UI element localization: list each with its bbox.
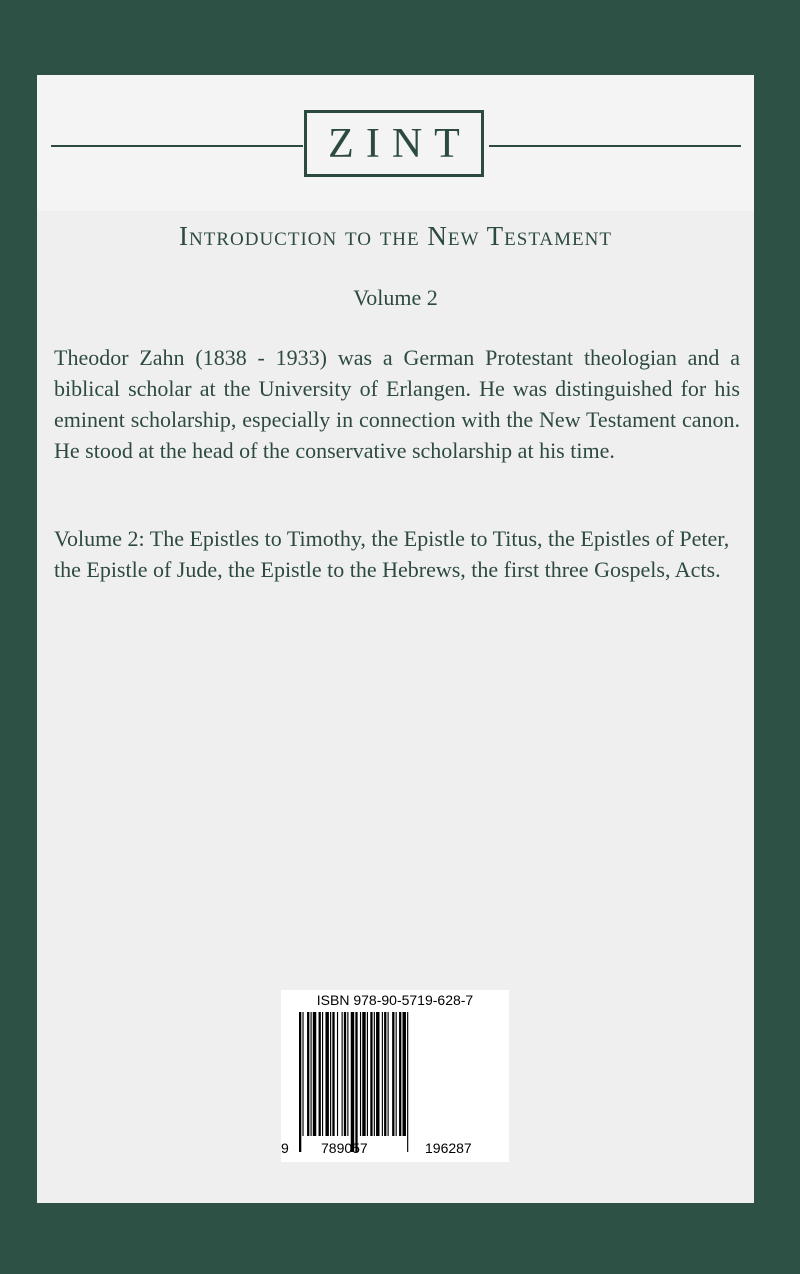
barcode-bars <box>299 1012 493 1152</box>
barcode-bar <box>311 1012 312 1136</box>
barcode-bar <box>392 1012 394 1136</box>
isbn-barcode <box>281 990 509 1162</box>
barcode-bar <box>319 1012 321 1136</box>
barcode-bar <box>360 1012 361 1136</box>
barcode-bar <box>382 1012 383 1136</box>
barcode-bar <box>325 1012 328 1136</box>
barcode-bar <box>388 1012 389 1136</box>
barcode-bar <box>355 1012 357 1152</box>
barcode-bar <box>399 1012 401 1136</box>
publisher-logo <box>304 110 484 177</box>
barcode-digits-left: 789057 <box>321 1140 368 1156</box>
barcode-bar <box>367 1012 368 1136</box>
barcode-bar <box>370 1012 372 1136</box>
barcode-bar <box>337 1012 338 1136</box>
barcode-bar <box>407 1012 408 1152</box>
barcode-digit-first: 9 <box>281 1140 289 1156</box>
barcode-bar <box>347 1012 348 1136</box>
barcode-bar <box>396 1012 397 1136</box>
book-title: Introduction to the New Testament <box>179 221 612 251</box>
isbn-label: ISBN 978-90-5719-628-7 <box>316 992 474 1008</box>
barcode-bar <box>342 1012 343 1136</box>
barcode-bar <box>403 1012 406 1136</box>
volume-label: Volume 2 <box>353 285 438 310</box>
author-description: Theodor Zahn (1838 - 1933) was a German Protestant theologian and a biblical scholar at the University of Erlangen. He was distinguished for his eminent scholarship, especially in connection with the New Testament canon. He stood at the head of the conservative scholarship at his time. <box>54 345 740 463</box>
barcode-bar <box>332 1012 334 1136</box>
barcode-bar <box>374 1012 375 1136</box>
barcode-bar <box>344 1012 346 1136</box>
back-cover-panel <box>37 75 754 1203</box>
barcode-bar <box>322 1012 323 1136</box>
barcode-bar <box>313 1012 316 1136</box>
logo-text: ZINT <box>328 120 472 167</box>
barcode-bar <box>330 1012 331 1136</box>
barcode-bar <box>307 1012 309 1136</box>
barcode-bar <box>299 1012 301 1152</box>
barcode-bar <box>362 1012 365 1136</box>
header-band <box>37 75 754 211</box>
barcode-digits-right: 196287 <box>425 1140 472 1156</box>
header-rule-right <box>489 145 741 147</box>
volume-contents: Volume 2: The Epistles to Timothy, the Epistle to Titus, the Epistles of Peter, the Epistle of Jude, the Epistle to the Hebrews, the first three Gospels, Acts. <box>54 526 730 582</box>
header-rule-left <box>51 145 303 147</box>
barcode-bar <box>302 1012 303 1136</box>
barcode-bar <box>384 1012 386 1136</box>
barcode-bar <box>376 1012 379 1136</box>
barcode-bar <box>351 1012 354 1152</box>
